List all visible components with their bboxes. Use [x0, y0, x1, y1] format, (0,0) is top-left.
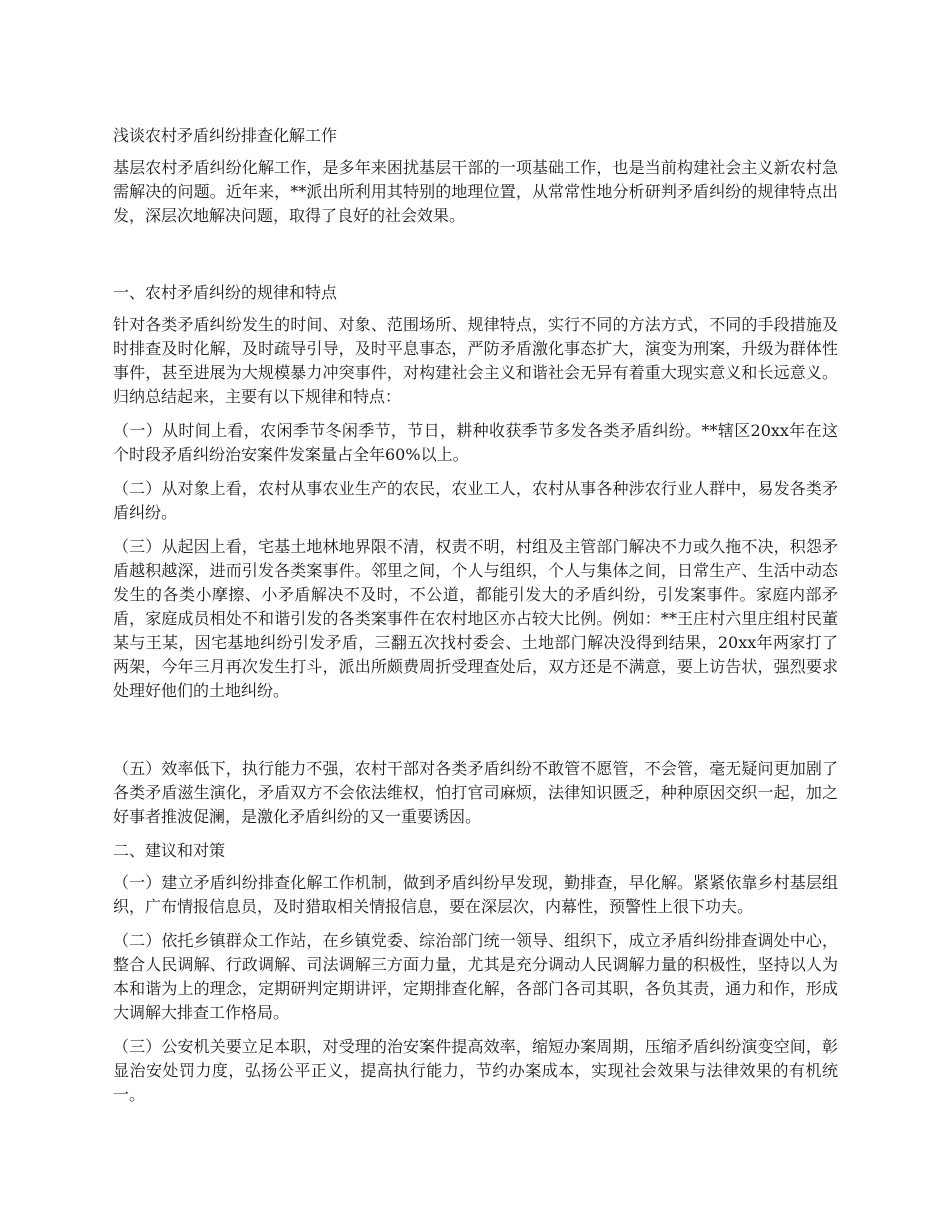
section1-paragraph-2: （一）从时间上看，农闲季节冬闲季节，节日，耕种收获季节多发各类矛盾纠纷。**辖区20xx年在这个时段矛盾纠纷治安案件发案量占全年60%以上。: [113, 421, 838, 464]
section1-paragraph-4: （三）从起因上看，宅基土地林地界限不清，权责不明，村组及主管部门解决不力或久拖不决，积怨矛盾越积越深，进而引发各类案事件。邻里之间，个人与组织，个人与集体之间，日常生产、生活中动态发生的各类小摩擦、小矛盾解决不及时，不公道，都能引发大的矛盾纠纷，引发案事件。家庭内部矛盾，家庭成员相处不和谐引发的各类案事件在农村地区亦占较大比例。例如：**王庄村六里庄组村民董某与王某，因宅基地纠纷引发矛盾，三翻五次找村委会、土地部门解决没得到结果，20xx年两家打了两架，今年三月再次发生打斗，派出所颇费周折受理查处后，双方还是不满意，要上访告状，强烈要求处理好他们的土地纠纷。: [113, 537, 838, 700]
section2-paragraph-3: （三）公安机关要立足本职，对受理的治安案件提高效率，缩短办案周期，压缩矛盾纠纷演变空间，彰显治安处罚力度，弘扬公平正义，提高执行能力，节约办案成本，实现社会效果与法律效果的有机统一。: [113, 1037, 838, 1104]
section1-paragraph-3: （二）从对象上看，农村从事农业生产的农民，农业工人，农村从事各种涉农行业人群中，易发各类矛盾纠纷。: [113, 479, 838, 522]
section1-paragraph-1: 针对各类矛盾纠纷发生的时间、对象、范围场所、规律特点，实行不同的方法方式，不同的手段措施及时排查及时化解，及时疏导引导，及时平息事态，严防矛盾激化事态扩大，演变为刑案，升级为群体性事件，甚至进展为大规模暴力冲突事件，对构建社会主义和谐社会无异有着重大现实意义和长远意义。归纳总结起来，主要有以下规律和特点：: [113, 315, 838, 406]
intro-paragraph: 基层农村矛盾纠纷化解工作，是多年来困扰基层干部的一项基础工作，也是当前构建社会主义新农村急需解决的问题。近年来，**派出所利用其特别的地理位置，从常常性地分析研判矛盾纠纷的规律特点出发，深层次地解决问题，取得了良好的社会效果。: [113, 158, 838, 225]
section2-paragraph-2: （二）依托乡镇群众工作站，在乡镇党委、综治部门统一领导、组织下，成立矛盾纠纷排查调处中心，整合人民调解、行政调解、司法调解三方面力量，尤其是充分调动人民调解力量的积极性，坚持以人为本和谐为上的理念，定期研判定期讲评，定期排查化解，各部门各司其职，各负其责，通力和作，形成大调解大排查工作格局。: [113, 931, 838, 1022]
section-heading-2: 二、建议和对策: [113, 841, 226, 860]
section-heading-1: 一、农村矛盾纠纷的规律和特点: [113, 283, 338, 302]
section2-paragraph-1: （一）建立矛盾纠纷排查化解工作机制，做到矛盾纠纷早发现，勤排查，早化解。紧紧依靠乡村基层组织，广布情报信息员，及时猎取相关情报信息，要在深层次，内幕性，预警性上很下功夫。: [113, 873, 838, 916]
section1-paragraph-5: （五）效率低下，执行能力不强，农村干部对各类矛盾纠纷不敢管不愿管，不会管，毫无疑问更加剧了各类矛盾滋生演化，矛盾双方不会依法维权，怕打官司麻烦，法律知识匮乏，种种原因交织一起，加之好事者推波促澜，是激化矛盾纠纷的又一重要诱因。: [113, 759, 838, 826]
document-title: 浅谈农村矛盾纠纷排查化解工作: [113, 126, 338, 145]
spacer: [113, 238, 838, 281]
spacer: [113, 713, 838, 757]
document-page: [113, 124, 838, 1117]
